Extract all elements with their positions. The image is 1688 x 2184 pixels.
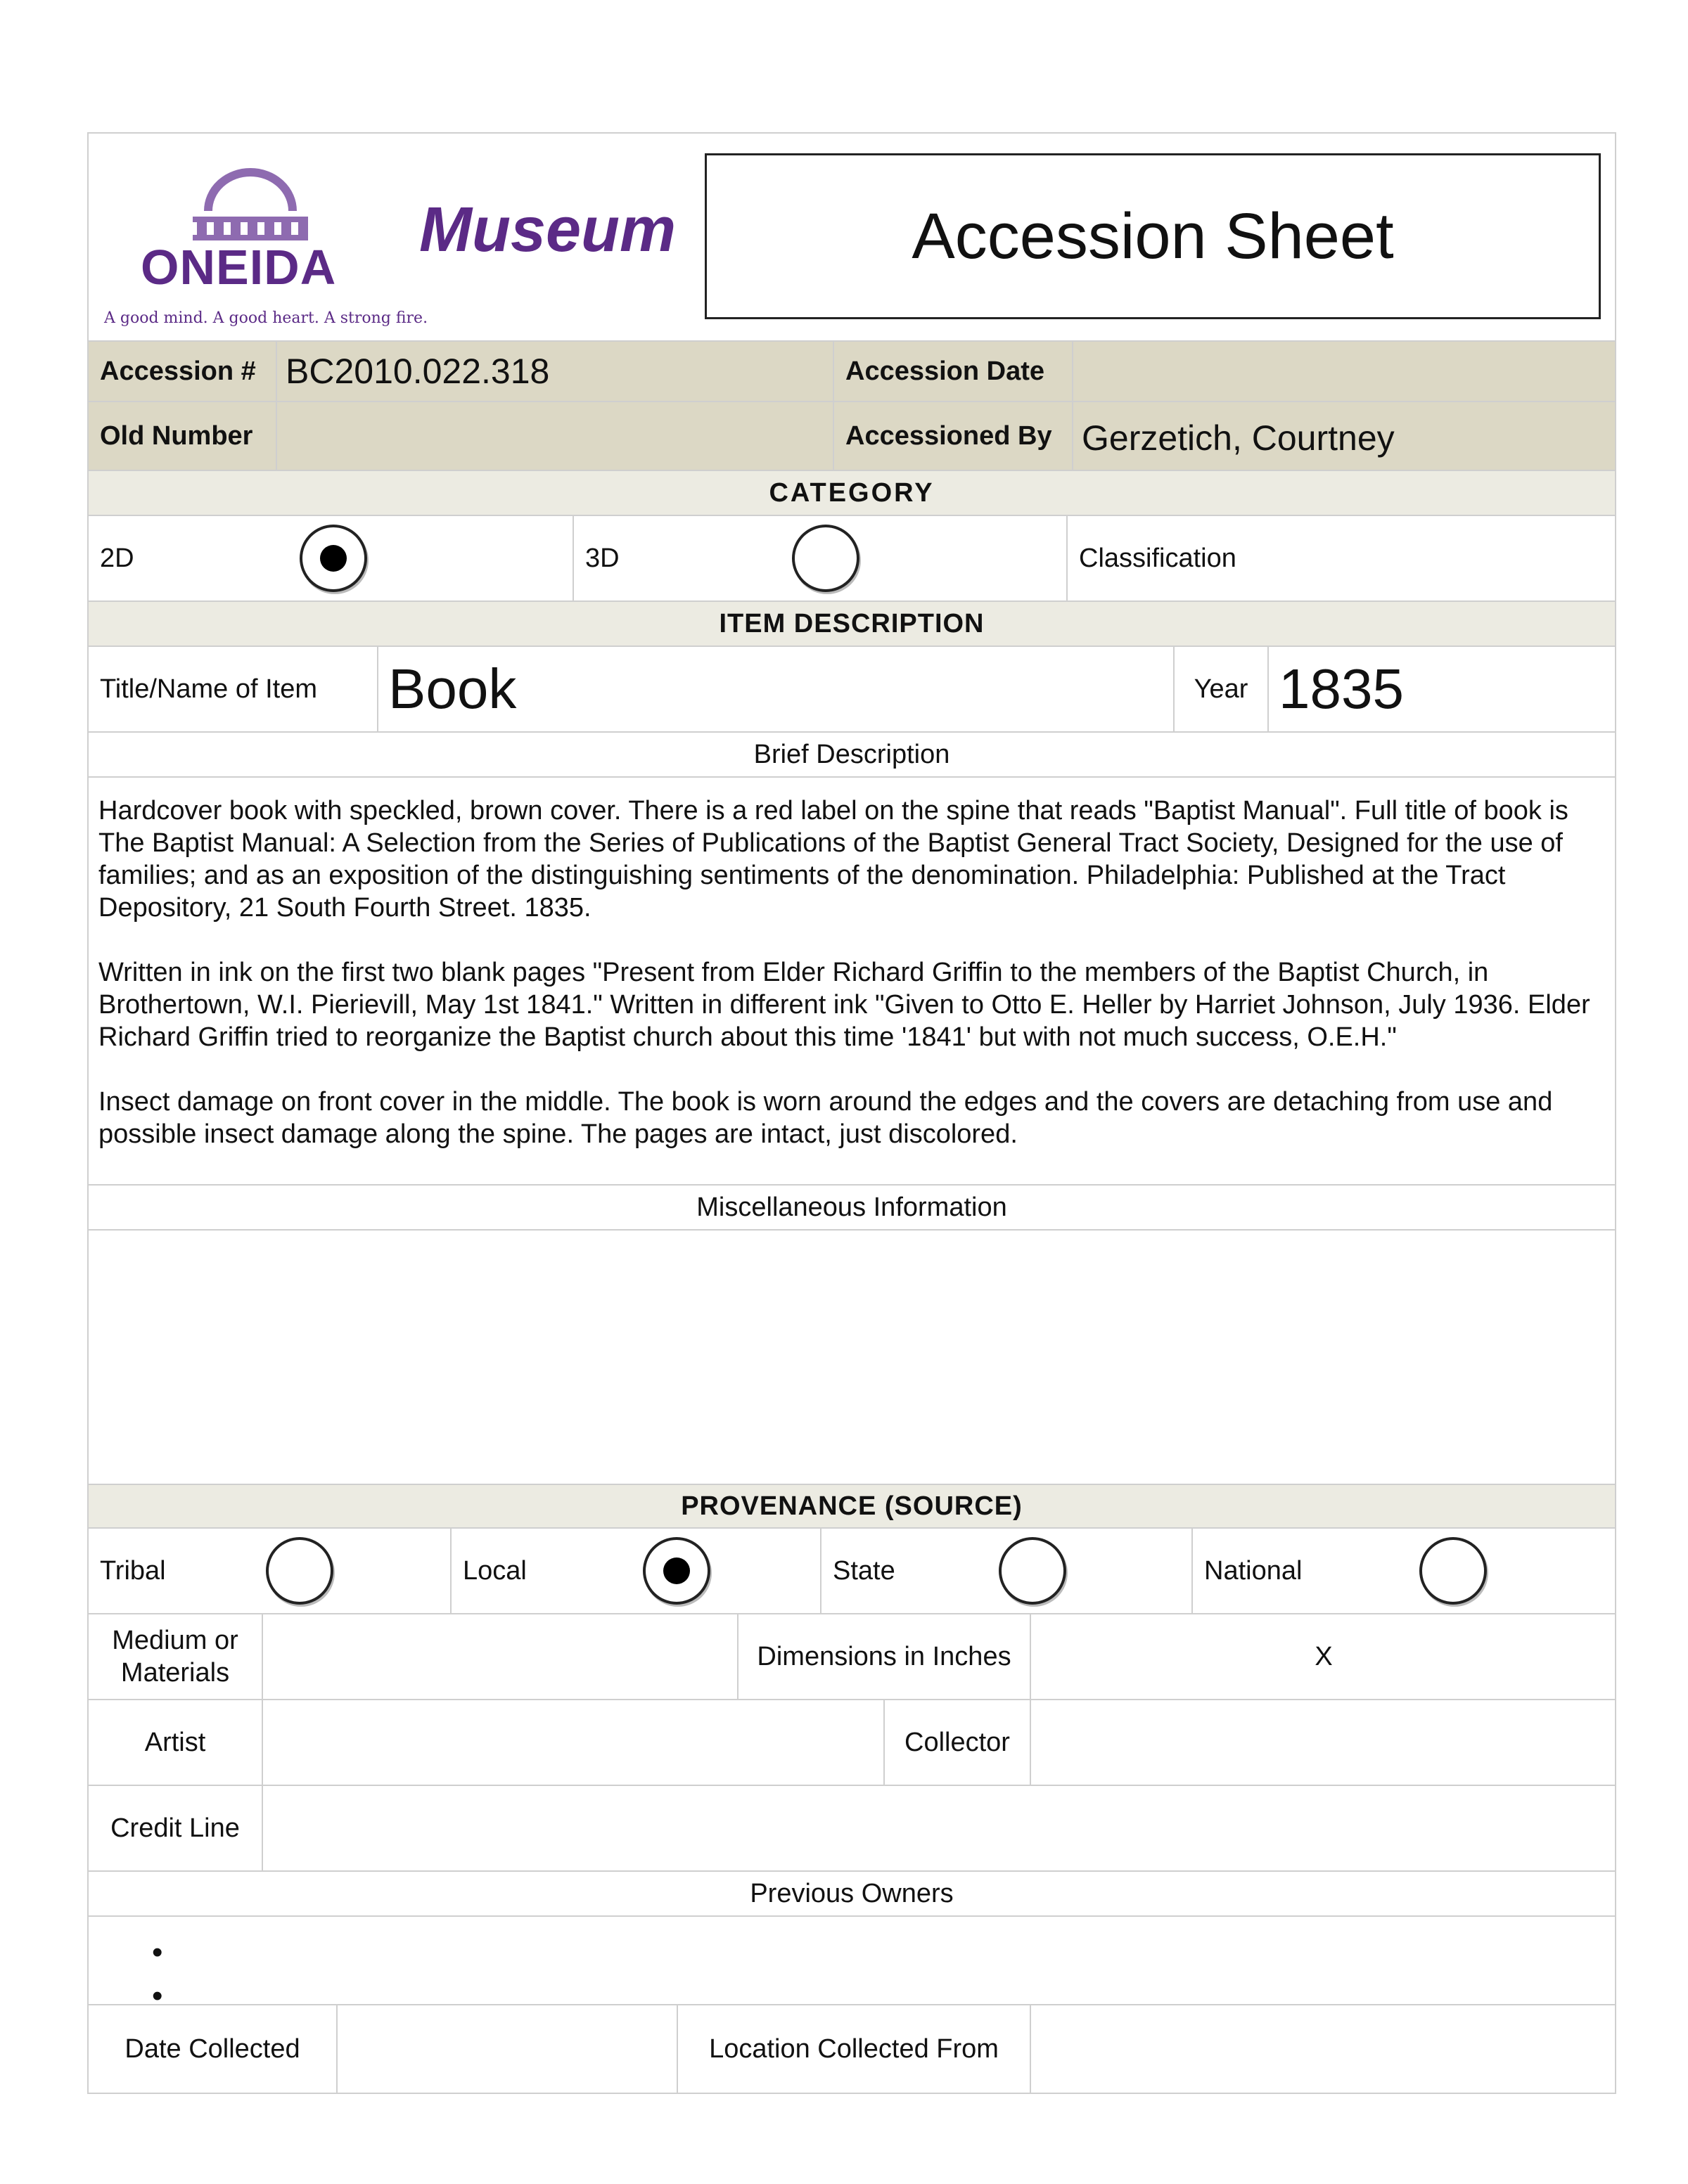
provenance-tribal-label: Tribal (100, 1555, 166, 1586)
misc-info-label: Miscellaneous Information (696, 1192, 1007, 1222)
description-paragraph: Hardcover book with speckled, brown cover. There is a red label on the spine that reads "Baptist Manual". Full title of book is The Baptist Manual: A Selection from the Series of Publications of the Baptist General Tract Society, Designed for the use of families; and as an exposition of the distinguishing sentiments of the denomination. Philadelphia: Published at the Tract Depository, 21 South Fourth Street. 1835. (98, 796, 1568, 923)
medium-label: Medium or Materials (89, 1614, 263, 1699)
artist-field[interactable] (263, 1700, 885, 1785)
provenance-row (89, 1529, 1615, 1614)
year-label: Year (1175, 647, 1269, 731)
category-2d-label: 2D (100, 543, 134, 573)
item-name-field[interactable]: Book (378, 647, 1175, 731)
old-number-field[interactable] (277, 402, 834, 470)
oneida-wordmark: ONEIDA (141, 240, 337, 295)
provenance-state-radio[interactable] (999, 1537, 1066, 1605)
location-collected-label: Location Collected From (678, 2005, 1031, 2093)
credit-line-label: Credit Line (89, 1786, 263, 1870)
misc-info-header (89, 1186, 1615, 1231)
old-number-row (89, 402, 1615, 471)
provenance-local-label: Local (463, 1555, 527, 1586)
brief-description-header (89, 733, 1615, 778)
year-field[interactable]: 1835 (1279, 657, 1404, 720)
date-collected-row (89, 2005, 1615, 2093)
location-collected-field[interactable] (1031, 2005, 1616, 2093)
category-title: CATEGORY (769, 477, 935, 508)
provenance-local-cell (452, 1529, 821, 1613)
list-item-bullet: • (152, 1979, 163, 2013)
dimensions-label: Dimensions in Inches (738, 1614, 1031, 1699)
collector-field[interactable] (1031, 1700, 1616, 1785)
classification-cell[interactable] (1068, 516, 1616, 600)
accession-row (89, 340, 1615, 402)
item-description-header (89, 602, 1615, 647)
category-row (89, 516, 1615, 602)
credit-line-field[interactable] (263, 1786, 1616, 1870)
accession-sheet (87, 132, 1616, 2094)
medium-row (89, 1614, 1615, 1700)
provenance-tribal-cell (89, 1529, 452, 1613)
accession-date-field[interactable] (1073, 342, 1616, 401)
category-3d-cell (574, 516, 1068, 600)
category-3d-label: 3D (585, 543, 620, 573)
radio-selected-dot (663, 1557, 690, 1584)
item-name-row (89, 647, 1615, 733)
provenance-local-radio[interactable] (643, 1537, 710, 1605)
old-number-label: Old Number (89, 402, 277, 470)
previous-owners-header (89, 1872, 1615, 1917)
brief-description-label: Brief Description (753, 739, 950, 769)
category-header (89, 471, 1615, 516)
logo-area (89, 134, 701, 340)
description-area[interactable] (89, 778, 1615, 1186)
artist-row (89, 1700, 1615, 1786)
description-paragraph: Written in ink on the first two blank pages "Present from Elder Richard Griffin to the members of the Baptist Church, in Brothertown, W.I. Pierievill, May 1st 1841." Written in different ink "Given to Otto E. Heller by Harriet Johnson, July 1936. Elder Richard Griffin tried to reorganize the Baptist church about this time '1841' but with not much success, O.E.H." (98, 958, 1590, 1052)
credit-line-row (89, 1786, 1615, 1872)
provenance-national-label: National (1204, 1555, 1303, 1586)
provenance-title: PROVENANCE (SOURCE) (681, 1491, 1023, 1521)
page-title: Accession Sheet (705, 153, 1601, 319)
provenance-tribal-radio[interactable] (266, 1537, 333, 1605)
tagline: A good mind. A good heart. A strong fire. (104, 309, 428, 327)
category-3d-radio[interactable] (792, 525, 859, 592)
misc-info-field[interactable] (89, 1231, 1615, 1485)
list-item-bullet: • (152, 1935, 163, 1970)
category-2d-radio[interactable] (300, 525, 367, 592)
previous-owners-label: Previous Owners (750, 1878, 954, 1908)
provenance-national-radio[interactable] (1419, 1537, 1487, 1605)
description-paragraph: Insect damage on front cover in the middle. The book is worn around the edges and the covers are detaching from use and possible insect damage along the spine. The pages are intact, just discolored. (98, 1087, 1553, 1149)
provenance-state-label: State (833, 1555, 895, 1586)
accession-date-label: Accession Date (834, 342, 1073, 401)
accession-number-label: Accession # (89, 342, 277, 401)
provenance-header (89, 1485, 1615, 1529)
date-collected-label: Date Collected (89, 2005, 338, 2093)
museum-word: Museum (419, 195, 677, 265)
classification-label: Classification (1079, 543, 1236, 573)
radio-selected-dot (320, 545, 347, 572)
dimensions-field[interactable]: X (1315, 1641, 1333, 1671)
accession-number-field[interactable]: BC2010.022.318 (277, 342, 834, 401)
item-name-label: Title/Name of Item (89, 647, 378, 731)
accessioned-by-field[interactable]: Gerzetich, Courtney (1082, 418, 1395, 458)
medium-field[interactable] (263, 1614, 738, 1699)
collector-label: Collector (885, 1700, 1031, 1785)
provenance-national-cell (1193, 1529, 1616, 1613)
provenance-state-cell (821, 1529, 1193, 1613)
description-text (98, 795, 1605, 1183)
previous-owners-list[interactable] (89, 1917, 1615, 2013)
accessioned-by-label: Accessioned By (834, 402, 1073, 470)
date-collected-field[interactable] (338, 2005, 678, 2093)
category-2d-cell (89, 516, 574, 600)
artist-label: Artist (89, 1700, 263, 1785)
item-description-title: ITEM DESCRIPTION (719, 608, 985, 638)
